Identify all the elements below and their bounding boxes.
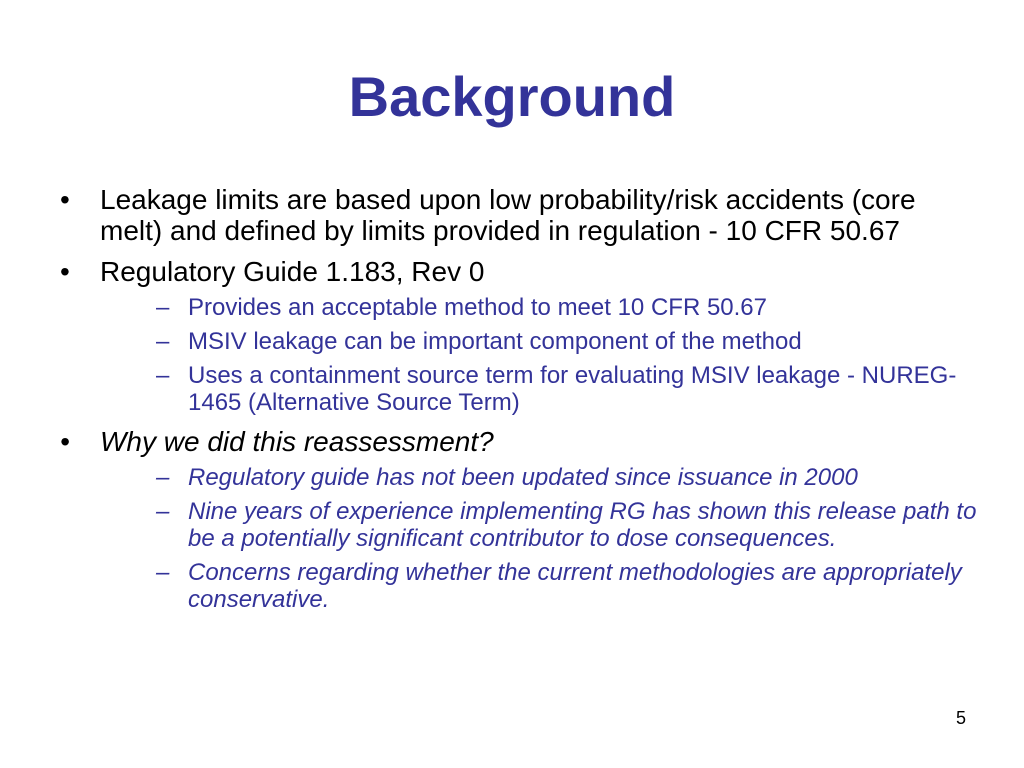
sub-bullet-list (100, 464, 978, 613)
bullet-text: Leakage limits are based upon low probability/risk accidents (core melt) and defined by limits provided in regulation - 10 CFR 50.67 (100, 184, 916, 246)
sub-bullet-text: Uses a containment source term for evaluating MSIV leakage - NUREG-1465 (Alternative Source Term) (188, 362, 957, 416)
sub-bullet-item (142, 464, 978, 491)
slide-title: Background (348, 65, 676, 128)
bullet-item (58, 184, 978, 246)
sub-bullet-item (142, 362, 978, 416)
sub-bullet-item (142, 559, 978, 613)
sub-bullet-marker: – (156, 362, 170, 389)
bullet-item (58, 426, 978, 613)
sub-bullet-item (142, 328, 978, 355)
slide-body (58, 184, 978, 623)
sub-bullet-marker: – (156, 294, 170, 321)
sub-bullet-text: Concerns regarding whether the current methodologies are appropriately conservative. (188, 559, 962, 613)
bullet-text: Regulatory Guide 1.183, Rev 0 (100, 256, 485, 287)
bullet-marker: • (60, 184, 70, 215)
sub-bullet-text: Nine years of experience implementing RG has shown this release path to be a potentially significant contributor to dose consequences. (188, 498, 977, 552)
sub-bullet-text: Provides an acceptable method to meet 10 CFR 50.67 (188, 294, 767, 321)
sub-bullet-item (142, 498, 978, 552)
sub-bullet-list (100, 294, 978, 416)
sub-bullet-text: MSIV leakage can be important component of the method (188, 328, 802, 355)
page-number: 5 (955, 708, 966, 728)
sub-bullet-item (142, 294, 978, 321)
sub-bullet-text: Regulatory guide has not been updated since issuance in 2000 (188, 464, 858, 491)
sub-bullet-marker: – (156, 328, 170, 355)
sub-bullet-marker: – (156, 559, 170, 586)
sub-bullet-marker: – (156, 498, 170, 525)
bullet-item (58, 256, 978, 416)
bullet-marker: • (60, 426, 70, 457)
bullet-marker: • (60, 256, 70, 287)
sub-bullet-marker: – (156, 464, 170, 491)
bullet-text: Why we did this reassessment? (100, 426, 494, 457)
